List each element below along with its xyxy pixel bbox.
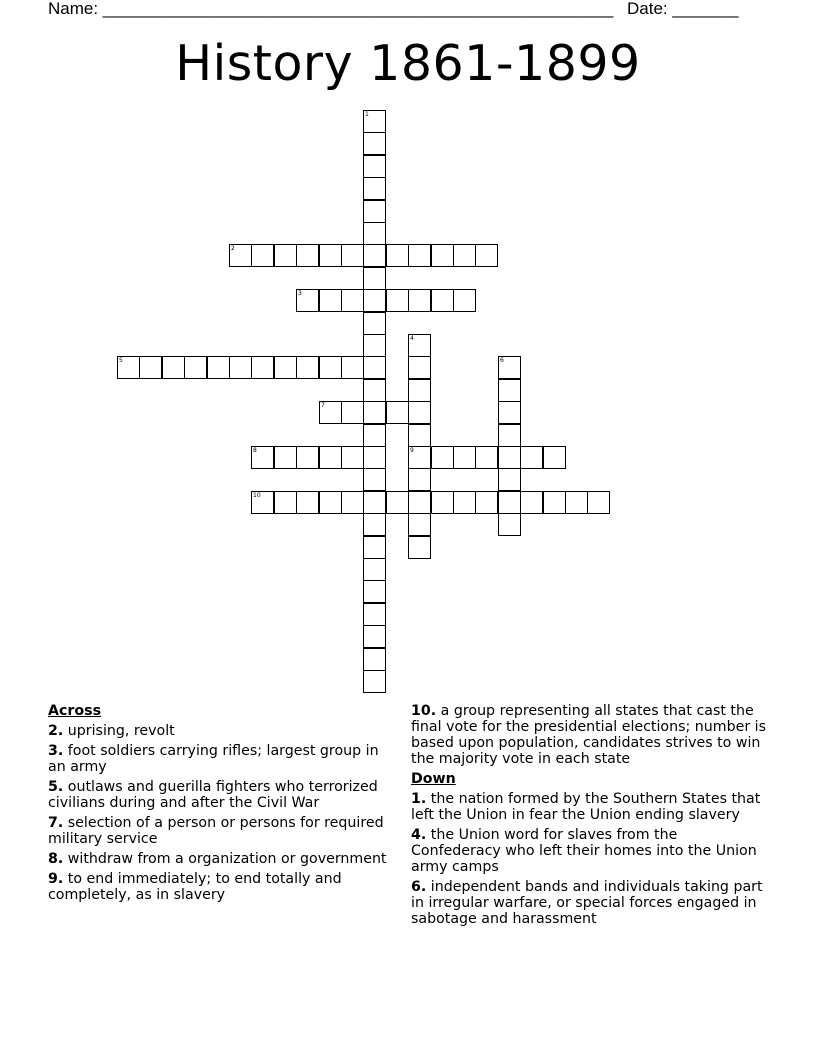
across-clue-9 <box>48 871 393 903</box>
grid-cell[interactable] <box>408 379 431 402</box>
grid-cell[interactable] <box>229 356 252 379</box>
clue-number: 1. <box>411 791 427 807</box>
clue-number: 9. <box>48 871 64 887</box>
grid-cell[interactable] <box>453 446 476 469</box>
grid-cell[interactable] <box>363 625 386 648</box>
grid-cell[interactable] <box>475 491 498 514</box>
clue-number: 2. <box>48 723 64 739</box>
grid-cell[interactable] <box>363 222 386 245</box>
page-title: History 1861-1899 <box>175 35 641 92</box>
grid-cell[interactable] <box>296 446 319 469</box>
grid-cell[interactable] <box>251 491 274 514</box>
grid-cell[interactable] <box>520 446 543 469</box>
grid-cell[interactable] <box>117 356 140 379</box>
grid-cell[interactable] <box>498 379 521 402</box>
grid-cell[interactable] <box>431 289 454 312</box>
grid-cell[interactable] <box>341 491 364 514</box>
across-clue-3 <box>48 743 393 775</box>
clue-text: outlaws and guerilla fighters who terrorized civilians during and after the Civil War <box>48 779 378 811</box>
grid-cell[interactable] <box>251 356 274 379</box>
grid-cell[interactable] <box>363 401 386 424</box>
grid-cell[interactable] <box>363 446 386 469</box>
across-clue-7 <box>48 815 393 847</box>
clue-text: withdraw from a organization or government <box>67 851 387 867</box>
grid-cell[interactable] <box>498 468 521 491</box>
grid-cell[interactable] <box>431 446 454 469</box>
across-heading: Across <box>48 703 102 719</box>
down-clue-1 <box>411 791 766 823</box>
grid-cell[interactable] <box>386 244 409 267</box>
grid-cell[interactable] <box>341 289 364 312</box>
clue-number-label: 4 <box>410 335 414 342</box>
across-clue-8 <box>48 851 393 867</box>
clue-number: 8. <box>48 851 64 867</box>
clue-number: 7. <box>48 815 64 831</box>
clue-text: the Union word for slaves from the Confederacy who left their homes into the Union army camps <box>411 827 757 875</box>
clue-number-label: 10 <box>253 492 261 499</box>
grid-cell[interactable] <box>251 244 274 267</box>
clue-number-label: 5 <box>119 357 123 364</box>
grid-cell[interactable] <box>587 491 610 514</box>
grid-cell[interactable] <box>408 289 431 312</box>
grid-cell[interactable] <box>363 356 386 379</box>
grid-cell[interactable] <box>229 244 252 267</box>
clue-text: independent bands and individuals taking part in irregular warfare, or special forces engaged in sabotage and harassment <box>411 879 763 927</box>
clue-number-label: 9 <box>410 447 414 454</box>
grid-cell[interactable] <box>543 446 566 469</box>
grid-cell[interactable] <box>498 491 521 514</box>
grid-cell[interactable] <box>363 536 386 559</box>
grid-cell[interactable] <box>408 356 431 379</box>
clue-number: 3. <box>48 743 64 759</box>
grid-cell[interactable] <box>475 446 498 469</box>
across-clue-2 <box>48 723 393 739</box>
clue-number: 5. <box>48 779 64 795</box>
clue-number-label: 6 <box>500 357 504 364</box>
grid-cell[interactable] <box>319 446 342 469</box>
grid-cell[interactable] <box>408 401 431 424</box>
grid-cell[interactable] <box>363 603 386 626</box>
grid-cell[interactable] <box>319 491 342 514</box>
grid-cell[interactable] <box>363 244 386 267</box>
grid-cell[interactable] <box>274 491 297 514</box>
grid-cell[interactable] <box>296 356 319 379</box>
grid-cell[interactable] <box>408 536 431 559</box>
grid-cell[interactable] <box>319 244 342 267</box>
grid-cell[interactable] <box>319 356 342 379</box>
grid-cell[interactable] <box>363 312 386 335</box>
clue-text: a group representing all states that cast the final vote for the presidential elections; number is based upon population, candidates strives to win the majority vote in each state <box>411 703 766 767</box>
grid-cell[interactable] <box>363 379 386 402</box>
clue-text: uprising, revolt <box>67 723 175 739</box>
grid-cell[interactable] <box>386 491 409 514</box>
grid-cell[interactable] <box>341 401 364 424</box>
grid-cell[interactable] <box>363 491 386 514</box>
grid-cell[interactable] <box>408 491 431 514</box>
grid-cell[interactable] <box>363 424 386 447</box>
grid-cell[interactable] <box>296 491 319 514</box>
grid-cell[interactable] <box>363 289 386 312</box>
grid-cell[interactable] <box>498 424 521 447</box>
clue-text: the nation formed by the Southern States that left the Union in fear the Union ending slavery <box>411 791 761 823</box>
grid-cell[interactable] <box>386 289 409 312</box>
date-field-line[interactable]: Date: _______ <box>627 0 739 18</box>
grid-cell[interactable] <box>408 334 431 357</box>
grid-cell[interactable] <box>453 289 476 312</box>
grid-cell[interactable] <box>363 200 386 223</box>
grid-cell[interactable] <box>363 132 386 155</box>
grid-cell[interactable] <box>363 558 386 581</box>
grid-cell[interactable] <box>408 513 431 536</box>
down-clue-6 <box>411 879 766 927</box>
grid-cell[interactable] <box>363 177 386 200</box>
clue-number-label: 2 <box>231 245 235 252</box>
grid-cell[interactable] <box>274 244 297 267</box>
clue-number-label: 8 <box>253 447 257 454</box>
grid-cell[interactable] <box>431 244 454 267</box>
down-clue-4 <box>411 827 766 875</box>
grid-cell[interactable] <box>296 244 319 267</box>
across-clue-5 <box>48 779 393 811</box>
grid-cell[interactable] <box>408 446 431 469</box>
clue-text: selection of a person or persons for required military service <box>48 815 384 847</box>
clue-text: to end immediately; to end totally and completely, as in slavery <box>48 871 342 903</box>
grid-cell[interactable] <box>431 491 454 514</box>
grid-cell[interactable] <box>363 267 386 290</box>
grid-cell[interactable] <box>498 401 521 424</box>
grid-cell[interactable] <box>207 356 230 379</box>
grid-cell[interactable] <box>363 670 386 693</box>
grid-cell[interactable] <box>363 334 386 357</box>
grid-cell[interactable] <box>296 289 319 312</box>
name-field-line[interactable]: Name: ______________________________________________________ <box>48 0 614 18</box>
grid-cell[interactable] <box>162 356 185 379</box>
grid-cell[interactable] <box>520 491 543 514</box>
clue-number-label: 3 <box>298 290 302 297</box>
grid-cell[interactable] <box>453 491 476 514</box>
clue-number-label: 1 <box>365 111 369 118</box>
grid-cell[interactable] <box>341 356 364 379</box>
clue-number-label: 7 <box>321 402 325 409</box>
across-clue-10 <box>411 703 766 767</box>
grid-cell[interactable] <box>475 244 498 267</box>
grid-cell[interactable] <box>408 424 431 447</box>
grid-cell[interactable] <box>363 468 386 491</box>
grid-cell[interactable] <box>453 244 476 267</box>
grid-cell[interactable] <box>498 446 521 469</box>
clue-number: 4. <box>411 827 427 843</box>
grid-cell[interactable] <box>274 356 297 379</box>
grid-cell[interactable] <box>408 468 431 491</box>
grid-cell[interactable] <box>319 289 342 312</box>
grid-cell[interactable] <box>341 446 364 469</box>
grid-cell[interactable] <box>363 513 386 536</box>
clues-column-left <box>48 703 393 907</box>
grid-cell[interactable] <box>565 491 588 514</box>
grid-cell[interactable] <box>319 401 342 424</box>
grid-cell[interactable] <box>341 244 364 267</box>
clue-number: 10. <box>411 703 437 719</box>
grid-cell[interactable] <box>498 356 521 379</box>
clues-column-right <box>411 703 766 931</box>
clue-number: 6. <box>411 879 427 895</box>
grid-cell[interactable] <box>184 356 207 379</box>
grid-cell[interactable] <box>363 580 386 603</box>
grid-cell[interactable] <box>498 513 521 536</box>
grid-cell[interactable] <box>408 244 431 267</box>
down-heading: Down <box>411 771 456 787</box>
grid-cell[interactable] <box>543 491 566 514</box>
grid-cell[interactable] <box>363 110 386 133</box>
grid-cell[interactable] <box>251 446 274 469</box>
grid-cell[interactable] <box>274 446 297 469</box>
grid-cell[interactable] <box>363 648 386 671</box>
grid-cell[interactable] <box>363 155 386 178</box>
grid-cell[interactable] <box>139 356 162 379</box>
clue-text: foot soldiers carrying rifles; largest group in an army <box>48 743 379 775</box>
grid-cell[interactable] <box>386 401 409 424</box>
